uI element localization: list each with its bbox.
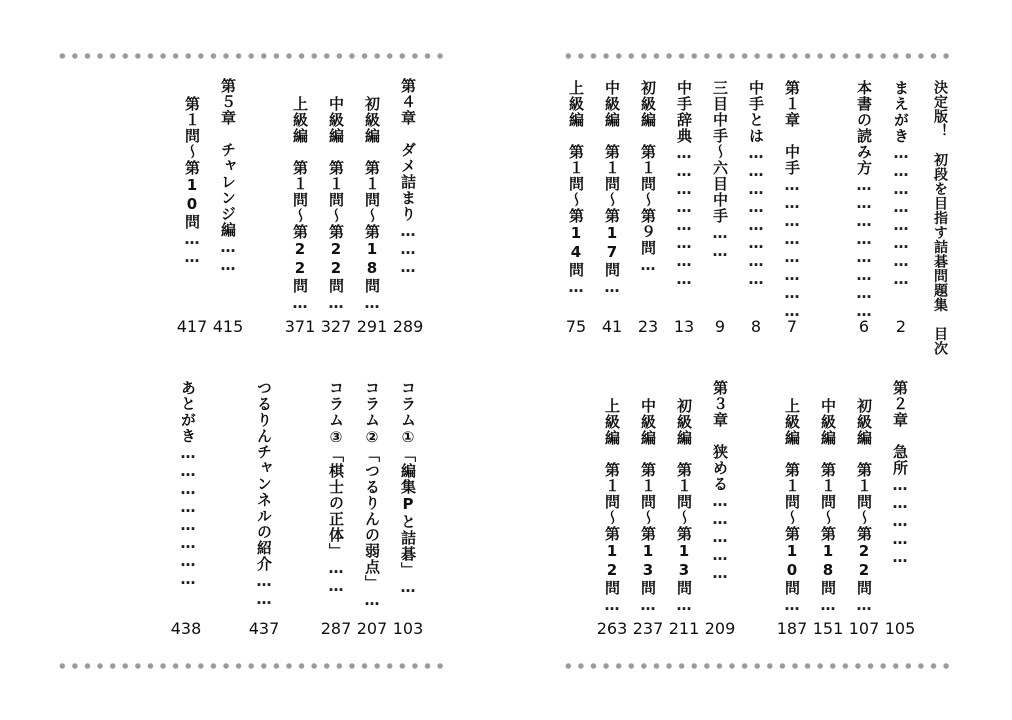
page-number: 417 bbox=[176, 317, 208, 336]
toc-entry[interactable]: コラム③「棋士の正体」 …… bbox=[327, 380, 345, 595]
toc-entry[interactable]: つるりんチャンネルの紹介 …… bbox=[255, 380, 273, 608]
page-number: 207 bbox=[356, 619, 388, 638]
page-number: 75 bbox=[565, 317, 587, 336]
page-number: 107 bbox=[848, 619, 880, 638]
page-number: 105 bbox=[884, 619, 916, 638]
toc-entry[interactable]: 中級編 第１問～第22問 … bbox=[327, 96, 345, 312]
toc-entry[interactable]: 第４章 ダメ詰まり ……… bbox=[399, 78, 417, 276]
toc-entry[interactable]: まえがき …………………… bbox=[892, 80, 910, 288]
page-number: 2 bbox=[895, 317, 907, 336]
page-number: 8 bbox=[750, 317, 762, 336]
page-number: 371 bbox=[284, 317, 316, 336]
toc-entry[interactable]: 第２章 急所 …………… bbox=[891, 380, 909, 566]
toc-entry[interactable]: 中手とは …………………… bbox=[747, 80, 765, 288]
page-number: 291 bbox=[356, 317, 388, 336]
page-number: 7 bbox=[786, 317, 798, 336]
page-number: 327 bbox=[320, 317, 352, 336]
toc-entry[interactable]: コラム②「つるりんの弱点」 … bbox=[363, 380, 381, 609]
toc-entry[interactable]: 中級編 第１問～第17問 … bbox=[603, 80, 621, 296]
bottom-dotted-border bbox=[562, 662, 954, 670]
page-number: 289 bbox=[392, 317, 424, 336]
toc-entry[interactable]: 第３章 狭める …………… bbox=[711, 380, 729, 582]
toc-entry[interactable]: 第５章 チャレンジ編 …… bbox=[219, 78, 237, 274]
toc-entry[interactable]: 初級編 第１問～第18問 … bbox=[363, 96, 381, 312]
toc-entry[interactable]: 初級編 第１問～第13問 … bbox=[675, 398, 693, 614]
toc-entry[interactable]: 上級編 第１問～第12問 … bbox=[603, 398, 621, 614]
page-number: 6 bbox=[858, 317, 870, 336]
page-number: 41 bbox=[601, 317, 623, 336]
toc-entry[interactable]: コラム①「編集Pと詰碁」 … bbox=[399, 380, 417, 596]
toc-entry[interactable]: 第１問～第10問 …… bbox=[183, 96, 201, 266]
page-number: 437 bbox=[248, 619, 280, 638]
page-number: 415 bbox=[212, 317, 244, 336]
toc-entry[interactable]: 中手辞典 …………………… bbox=[675, 80, 693, 288]
right-page bbox=[506, 0, 1012, 720]
toc-entry[interactable]: 三目中手～六目中手 …… bbox=[711, 80, 729, 260]
toc-entry[interactable]: あとがき …………………… bbox=[179, 380, 197, 588]
page-number: 13 bbox=[673, 317, 695, 336]
toc-entry[interactable]: 上級編 第１問～第10問 … bbox=[783, 398, 801, 614]
page-number: 23 bbox=[637, 317, 659, 336]
toc-entry[interactable]: 初級編 第１問～第22問 … bbox=[855, 398, 873, 614]
page-number: 151 bbox=[812, 619, 844, 638]
book-title: 決定版！ 初段を目指す詰碁問題集 目次 bbox=[932, 80, 948, 356]
toc-entry[interactable]: 上級編 第１問～第14問 … bbox=[567, 80, 585, 296]
top-dotted-border bbox=[56, 52, 448, 60]
page-number: 237 bbox=[632, 619, 664, 638]
top-dotted-border bbox=[562, 52, 954, 60]
toc-entry[interactable]: 中級編 第１問～第13問 … bbox=[639, 398, 657, 614]
toc-entry[interactable]: 本書の読み方 …………………… bbox=[855, 80, 873, 320]
toc-entry[interactable]: 初級編 第１問～第９問 … bbox=[639, 80, 657, 274]
page-number: 287 bbox=[320, 619, 352, 638]
page-number: 209 bbox=[704, 619, 736, 638]
toc-entry[interactable]: 第１章 中手 …………………… bbox=[783, 80, 801, 320]
page-number: 263 bbox=[596, 619, 628, 638]
page-number: 438 bbox=[170, 619, 202, 638]
toc-entry[interactable]: 中級編 第１問～第18問 … bbox=[819, 398, 837, 614]
bottom-dotted-border bbox=[56, 662, 448, 670]
page-number: 103 bbox=[392, 619, 424, 638]
toc-entry[interactable]: 上級編 第１問～第22問 … bbox=[291, 96, 309, 312]
page-number: 9 bbox=[714, 317, 726, 336]
page-number: 187 bbox=[776, 619, 808, 638]
page-number: 211 bbox=[668, 619, 700, 638]
